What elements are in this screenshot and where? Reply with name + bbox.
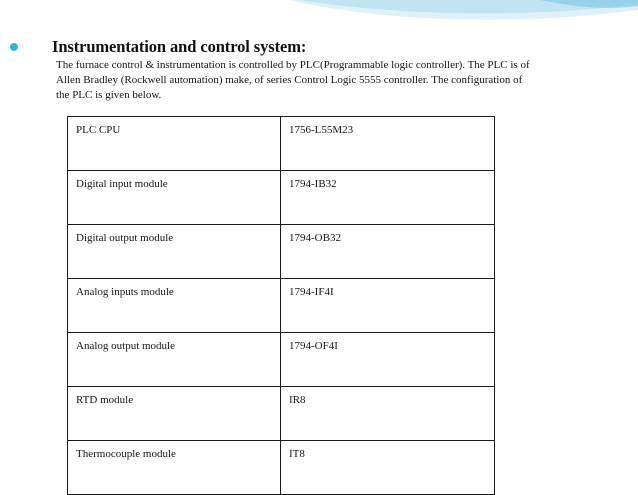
slide-heading [10,37,306,57]
module-name-cell: Digital input module [68,171,281,225]
module-name-cell: Analog inputs module [68,279,281,333]
intro-line: The furnace control & instrumentation is controlled by PLC(Programmable logic controller). The PLC is of [56,59,530,71]
module-model-cell: IR8 [281,387,495,441]
module-model-cell: 1794-IB32 [281,171,495,225]
module-name-cell: Digital output module [68,225,281,279]
table-row [68,171,495,225]
table-row [68,387,495,441]
module-model-cell: 1794-IF4I [281,279,495,333]
module-model-cell: IT8 [281,441,495,495]
table-row [68,333,495,387]
slide-title: Instrumentation and control system: [52,37,307,56]
table-row [68,117,495,171]
module-name-cell: RTD module [68,387,281,441]
module-name-cell: Analog output module [68,333,281,387]
plc-configuration-table [67,116,495,495]
module-model-cell: 1756-L55M23 [281,117,495,171]
module-name-cell: PLC CPU [68,117,281,171]
intro-paragraph [56,58,616,103]
intro-line: Allen Bradley (Rockwell automation) make, of series Control Logic 5555 controller. The configuration of [56,74,523,86]
table-row [68,441,495,495]
module-model-cell: 1794-OF4I [281,333,495,387]
module-name-cell: Thermocouple module [68,441,281,495]
table-row [68,225,495,279]
module-model-cell: 1794-OB32 [281,225,495,279]
header-swoosh-decoration [0,0,638,40]
intro-line: the PLC is given below. [56,89,162,101]
bullet-icon [10,43,18,51]
table-row [68,279,495,333]
